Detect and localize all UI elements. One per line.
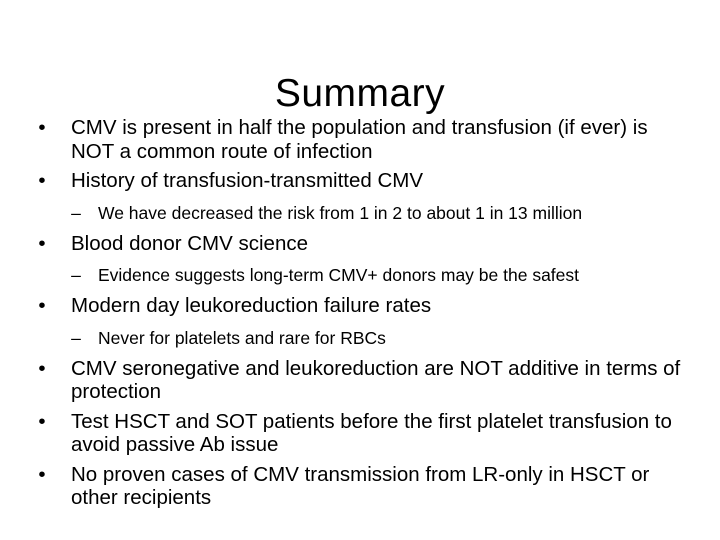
bullet-icon: • xyxy=(38,116,46,139)
sub-bullet-item xyxy=(34,264,694,286)
dash-icon: – xyxy=(71,202,81,223)
sub-bullet-text: Evidence suggests long-term CMV+ donors may be the safest xyxy=(98,265,580,285)
bullet-item xyxy=(34,410,694,457)
bullet-text: CMV is present in half the population and transfusion (if ever) is NOT a common route of infection xyxy=(71,116,648,163)
bullet-text: History of transfusion-transmitted CMV xyxy=(71,169,424,192)
bullet-icon: • xyxy=(38,409,46,433)
bullet-icon: • xyxy=(38,356,46,380)
bullet-text: Blood donor CMV science xyxy=(71,231,309,255)
bullet-item xyxy=(34,169,694,193)
sub-bullet-item xyxy=(34,327,694,349)
bullet-icon: • xyxy=(38,294,46,317)
sub-bullet-item xyxy=(34,202,694,224)
bullet-icon: • xyxy=(38,231,46,255)
dash-icon: – xyxy=(71,327,81,348)
bullet-icon: • xyxy=(38,169,46,192)
dash-icon: – xyxy=(71,265,81,285)
bullet-text: No proven cases of CMV transmission from LR-only in HSCT or other recipients xyxy=(71,462,650,509)
sub-bullet-text: We have decreased the risk from 1 in 2 to about 1 in 13 million xyxy=(98,202,583,223)
slide-title: Summary xyxy=(274,72,446,116)
bullet-text: CMV seronegative and leukoreduction are NOT additive in terms of protection xyxy=(71,356,681,403)
bullet-item xyxy=(34,294,694,318)
bullet-item xyxy=(34,232,694,256)
bullet-text: Modern day leukoreduction failure rates xyxy=(71,294,432,317)
bullet-text: Test HSCT and SOT patients before the first platelet transfusion to avoid passive Ab issue xyxy=(71,409,672,456)
bullet-item xyxy=(34,116,694,163)
bullet-item xyxy=(34,463,694,510)
bullet-list xyxy=(34,116,694,510)
sub-bullet-text: Never for platelets and rare for RBCs xyxy=(98,327,386,348)
bullet-item xyxy=(34,357,694,404)
bullet-icon: • xyxy=(38,462,46,486)
